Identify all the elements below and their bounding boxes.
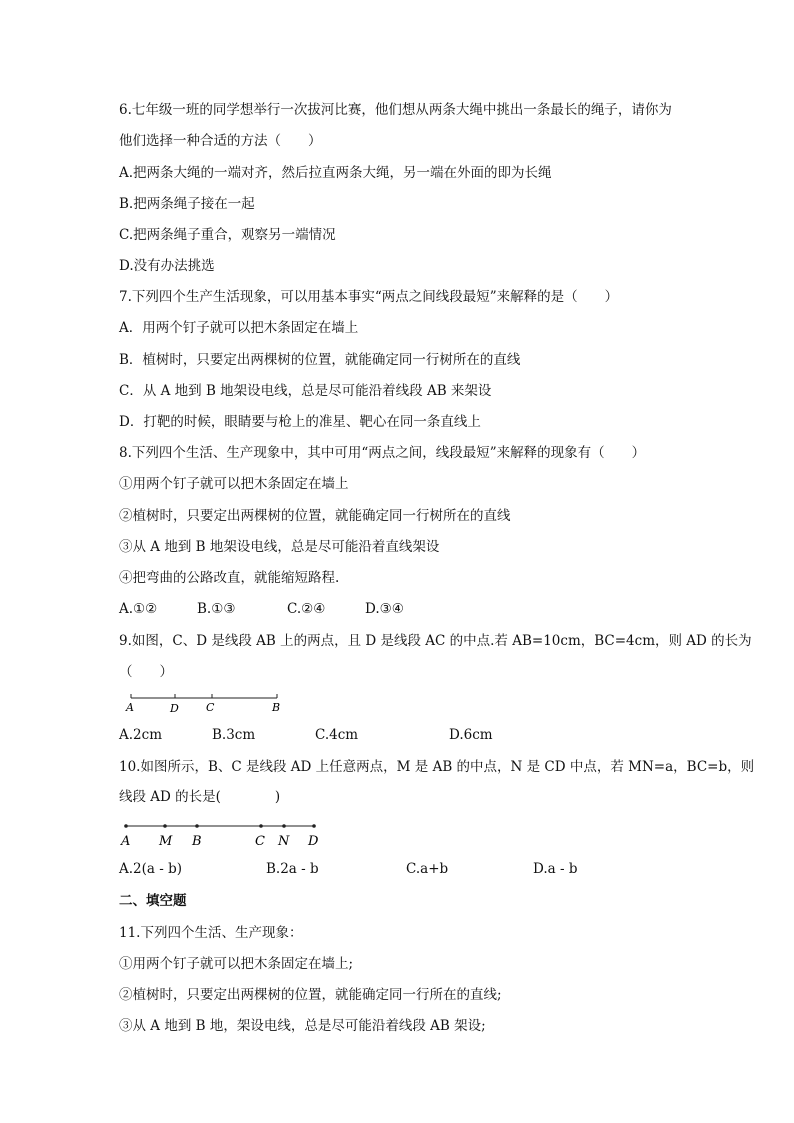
q6-option-d: D.没有办法挑选 bbox=[119, 258, 215, 274]
q8-options bbox=[119, 599, 719, 619]
q11-item-3: ③从 A 地到 B 地，架设电线，总是尽可能沿着线段 AB 架设; bbox=[119, 1018, 486, 1034]
point-label-n: N bbox=[278, 834, 290, 849]
point-n-dot bbox=[282, 824, 286, 828]
q7-option-c: C．从 A 地到 B 地架设电线，总是尽可能沿着线段 AB 来架设 bbox=[119, 383, 492, 399]
q10-option-a: A.2(a - b) bbox=[119, 861, 182, 877]
q7-option-b: B．植树时，只要定出两棵树的位置，就能确定同一行树所在的直线 bbox=[119, 352, 521, 368]
q8-item-2: ②植树时，只要定出两棵树的位置，就能确定同一行树所在的直线 bbox=[119, 508, 511, 524]
q9-option-d: D.6cm bbox=[449, 727, 493, 743]
q9-option-c: C.4cm bbox=[315, 727, 359, 743]
q6-option-c: C.把两条绳子重合，观察另一端情况 bbox=[119, 227, 336, 243]
q9-stem-line1: 9.如图，C、D 是线段 AB 上的两点，且 D 是线段 AC 的中点.若 AB=10cm，BC=4cm，则 AD 的长为 bbox=[119, 633, 752, 649]
q11-item-1: ①用两个钉子就可以把木条固定在墙上; bbox=[119, 956, 354, 972]
q10-options bbox=[119, 859, 719, 879]
q8-stem: 8.下列四个生活、生产现象中，其中可用“两点之间，线段最短”来解释的现象有（ ） bbox=[119, 445, 646, 461]
q11-stem: 11.下列四个生活、生产现象： bbox=[119, 925, 303, 941]
q6-stem-line1: 6.七年级一班的同学想举行一次拔河比赛，他们想从两条大绳中挑出一条最长的绳子，请你为 bbox=[119, 102, 672, 118]
q8-option-b: B.①③ bbox=[197, 601, 236, 617]
q7-option-d: D．打靶的时候，眼睛要与枪上的准星、靶心在同一条直线上 bbox=[119, 414, 481, 430]
q9-stem-line2: （ ） bbox=[119, 664, 173, 680]
point-label-c: C bbox=[206, 701, 215, 714]
q8-item-1: ①用两个钉子就可以把木条固定在墙上 bbox=[119, 476, 349, 492]
q7-stem: 7.下列四个生产生活现象，可以用基本事实“两点之间线段最短”来解释的是（ ） bbox=[119, 289, 619, 305]
q6-option-a: A.把两条大绳的一端对齐，然后拉直两条大绳，另一端在外面的即为长绳 bbox=[119, 165, 552, 181]
q8-item-3: ③从 A 地到 B 地架设电线，总是尽可能沿着直线架设 bbox=[119, 539, 440, 555]
q6-stem-line2: 他们选择一种合适的方法（ ） bbox=[119, 133, 322, 149]
point-label-c: C bbox=[255, 834, 265, 849]
q9-option-b: B.3cm bbox=[212, 727, 256, 743]
q10-stem-line1: 10.如图所示，B、C 是线段 AD 上任意两点，M 是 AB 的中点，N 是 CD 中点，若 MN=a，BC=b，则 bbox=[119, 759, 755, 775]
q8-option-c: C.②④ bbox=[287, 601, 326, 617]
point-d-dot bbox=[312, 824, 316, 828]
q9-segment-figure bbox=[119, 690, 299, 716]
q10-stem-line2: 线段 AD 的长是( ) bbox=[119, 789, 281, 805]
point-a-dot bbox=[124, 824, 128, 828]
q8-option-a: A.①② bbox=[119, 601, 158, 617]
q8-item-4: ④把弯曲的公路改直，就能缩短路程. bbox=[119, 570, 340, 586]
q9-options bbox=[119, 725, 719, 745]
point-m-dot bbox=[163, 824, 167, 828]
point-label-b: B bbox=[192, 834, 202, 849]
point-c-dot bbox=[259, 824, 263, 828]
point-label-a: A bbox=[126, 701, 134, 714]
q7-option-a: A．用两个钉子就可以把木条固定在墙上 bbox=[119, 320, 359, 336]
point-label-b: B bbox=[272, 701, 281, 714]
point-label-d: D bbox=[308, 834, 319, 849]
q6-option-b: B.把两条绳子接在一起 bbox=[119, 196, 255, 212]
q10-option-b: B.2a - b bbox=[266, 861, 319, 877]
q9-option-a: A.2cm bbox=[119, 727, 162, 743]
q10-segment-figure bbox=[119, 818, 334, 852]
point-b-dot bbox=[195, 824, 199, 828]
point-label-a: A bbox=[121, 834, 131, 849]
point-label-m: M bbox=[159, 834, 173, 849]
q10-option-d: D.a - b bbox=[533, 861, 578, 877]
q11-item-2: ②植树时，只要定出两棵树的位置，就能确定同一行所在的直线; bbox=[119, 987, 502, 1003]
section-title-fill-in: 二、填空题 bbox=[119, 893, 187, 909]
q8-option-d: D.③④ bbox=[365, 601, 404, 617]
q10-option-c: C.a+b bbox=[406, 861, 449, 877]
point-label-d: D bbox=[170, 702, 179, 715]
